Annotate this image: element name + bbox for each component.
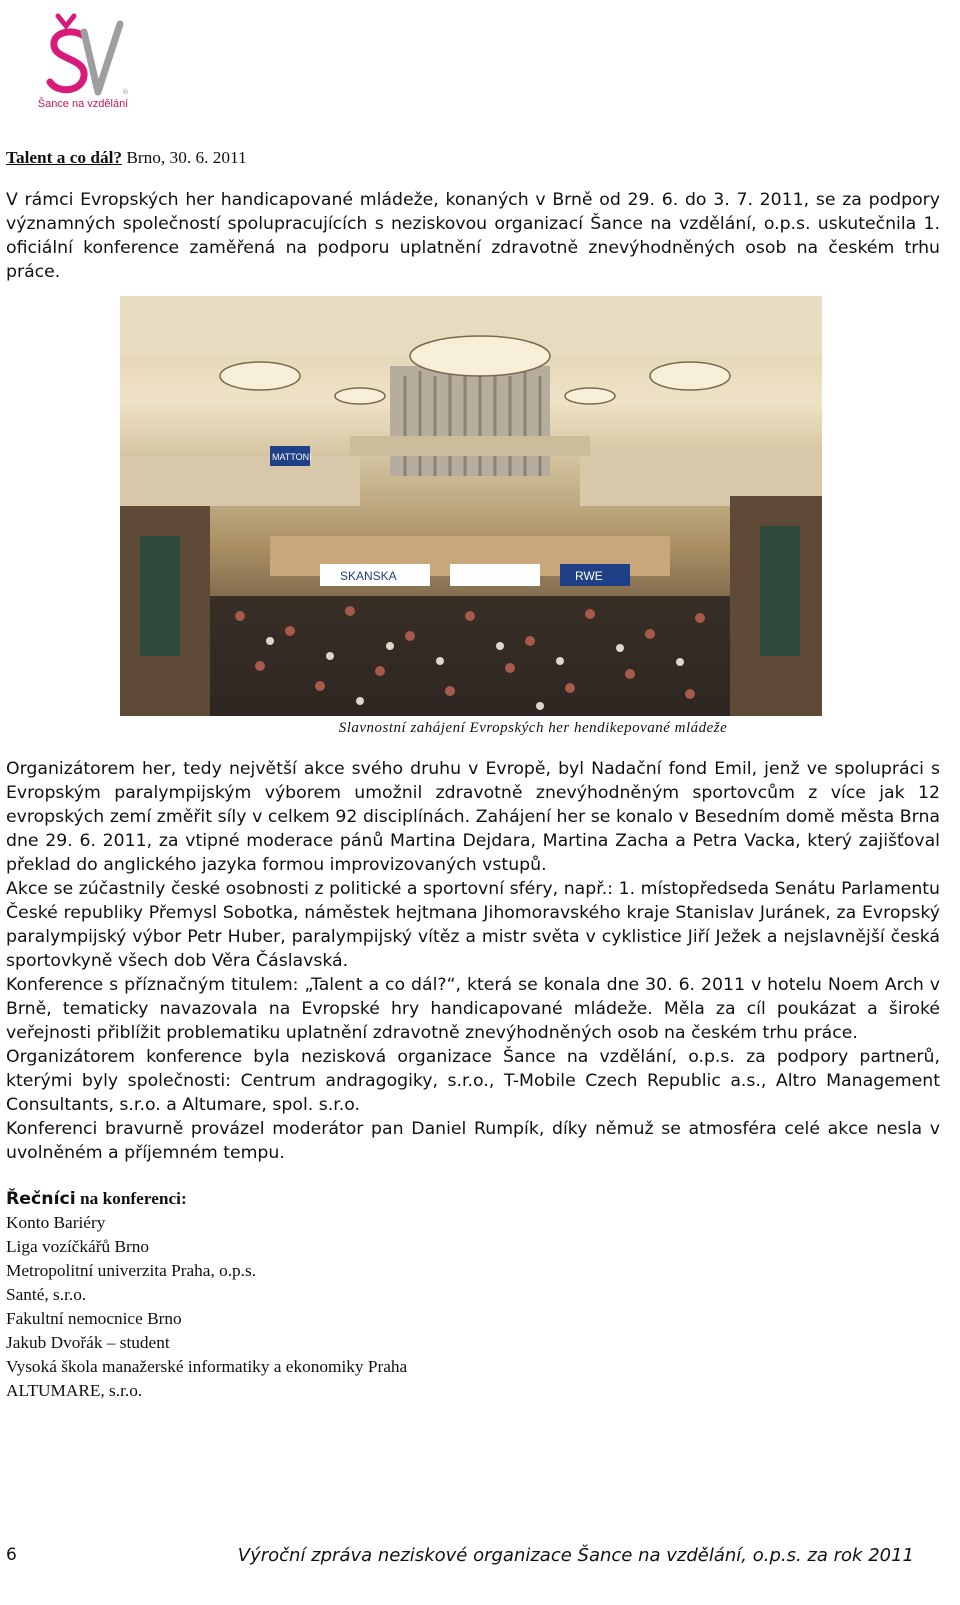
page-content [6,146,940,1403]
speakers-heading [6,1187,940,1211]
speakers-heading-word: Řečníci [6,1189,76,1209]
logo-mark-icon [28,10,138,110]
speaker-item: ALTUMARE, s.r.o. [6,1381,143,1400]
body-paragraph-1: Organizátorem her, tedy největší akce svého druhu v Evropě, byl Nadační fond Emil, jenž ve spolupráci s Evropským paralympijským výborem umožnil zdravotně znevýhodněným sportovcům z více jak 12 evropských zemí změřit síly v celkem 92 disciplínách. Zahájení her se konalo v Besedním domě města Brna dne 29. 6. 2011, za vtipné moderace pánů Martina Dejdara, Martina Zacha a Petra Vacka, který zajišťoval překlad do anglického jazyka formou improvizovaných vstupů. [6,759,940,875]
page-footer [6,1545,914,1573]
footer-text: Výroční zpráva neziskové organizace Šance na vzdělání, o.p.s. za rok 2011 [237,1545,914,1566]
event-photo [120,296,822,716]
svg-text:®: ® [122,88,129,96]
speaker-item: Fakultní nemocnice Brno [6,1309,182,1328]
banner-mattoni: MATTONI [272,452,312,462]
speaker-item: Santé, s.r.o. [6,1285,87,1304]
title-line [6,146,940,170]
page-number: 6 [6,1545,17,1565]
banner-skanska: SKANSKA [340,569,397,583]
body-paragraph-3: Konference s příznačným titulem: „Talent a co dál?“, která se konala dne 30. 6. 2011 v hotelu Noem Arch v Brně, tematicky navazovala na Evropské hry handicapované mládeže. Měla za cíl poukázat a široké veřejnosti přiblížit problematiku uplatnění zdravotně znevýhodněných osob na českém trhu práce. [6,975,940,1043]
speaker-item: Konto Bariéry [6,1213,106,1232]
logo-caption: Šance na vzdělání [37,98,129,110]
speaker-item: Liga vozíčkářů Brno [6,1237,150,1256]
body-paragraph-5: Konferenci bravurně provázel moderátor pan Daniel Rumpík, díky němuž se atmosféra celé akce nesla v uvolněném a příjemném tempu. [6,1119,940,1163]
place-date: Brno, 30. 6. 2011 [122,148,247,167]
banner-rwe: RWE [575,569,603,583]
intro-paragraph: V rámci Evropských her handicapované mládeže, konaných v Brně od 29. 6. do 3. 7. 2011, se za podpory významných společností spolupracujících s neziskovou organizací Šance na vzdělání, o.p.s. uskutečnila 1. oficiální konference zaměřená na podporu uplatnění zdravotně znevýhodněných osob na českém trhu práce. [6,190,940,282]
body-paragraph-2: Akce se zúčastnily české osobnosti z politické a sportovní sféry, např.: 1. místopředseda Senátu Parlamentu České republiky Přemysl Sobotka, náměstek hejtmana Jihomoravského kraje Stanislav Juránek, za Evropský paralympijský výbor Petr Huber, paralympijský vítěz a mistr světa v cyklistice Jiří Ježek a nejslavnější česká sportovkyně všech dob Věra Čáslavská. [6,879,940,971]
speaker-item: Vysoká škola manažerské informatiky a ekonomiky Praha [6,1357,408,1376]
speaker-item: Jakub Dvořák – student [6,1333,170,1352]
concert-hall-illustration [120,296,822,716]
photo-caption: Slavnostní zahájení Evropských her hendikepované mládeže [338,720,728,736]
body-paragraph-4: Organizátorem konference byla nezisková organizace Šance na vzdělání, o.p.s. za podpory partnerů, kterými byly společnosti: Centrum andragogiky, s.r.o., T-Mobile Czech Republic a.s., Altro Management Consultants, s.r.o. a Altumare, spol. s.r.o. [6,1047,940,1115]
conference-title: Talent a co dál? [6,148,123,167]
speaker-item: Metropolitní univerzita Praha, o.p.s. [6,1261,257,1280]
speakers-heading-rest: na konferenci: [75,1189,187,1208]
